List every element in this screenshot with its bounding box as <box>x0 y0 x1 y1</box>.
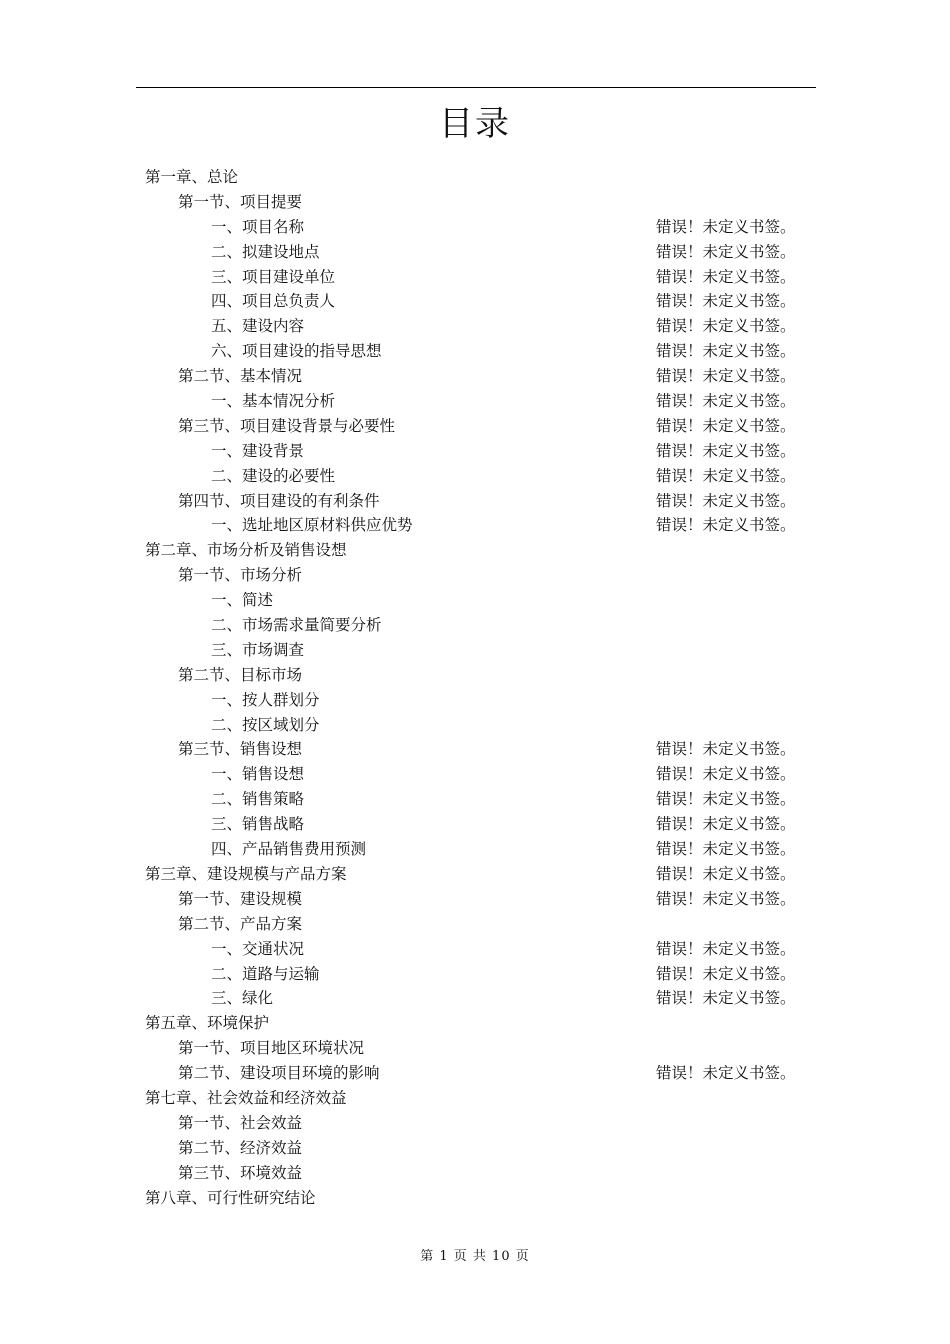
toc-entry-page-ref: 错误！未定义书签。 <box>656 740 796 759</box>
toc-list <box>145 165 807 1210</box>
toc-entry[interactable] <box>145 1086 807 1111</box>
toc-entry-text: 二、拟建设地点 <box>211 242 320 261</box>
toc-entry[interactable] <box>145 663 807 688</box>
toc-entry-text: 四、项目总负责人 <box>211 292 336 311</box>
toc-entry[interactable] <box>145 439 807 464</box>
toc-entry-text: 第一节、项目提要 <box>178 192 303 211</box>
toc-entry[interactable] <box>145 887 807 912</box>
toc-entry-page-ref: 错误！未定义书签。 <box>656 342 796 361</box>
toc-entry-page-ref: 错误！未定义书签。 <box>656 1064 796 1083</box>
toc-entry[interactable] <box>145 240 807 265</box>
toc-entry[interactable] <box>145 1161 807 1186</box>
toc-entry[interactable] <box>145 289 807 314</box>
toc-entry-text: 第二节、产品方案 <box>178 914 303 933</box>
toc-entry[interactable] <box>145 762 807 787</box>
toc-entry-text: 三、绿化 <box>211 989 274 1008</box>
toc-entry-text: 第一节、市场分析 <box>178 566 303 585</box>
header-rule <box>136 87 816 88</box>
toc-entry[interactable] <box>145 613 807 638</box>
toc-entry[interactable] <box>145 962 807 987</box>
toc-entry-text: 一、交通状况 <box>211 939 305 958</box>
toc-entry[interactable] <box>145 837 807 862</box>
toc-entry-text: 第二节、目标市场 <box>178 665 303 684</box>
toc-entry[interactable] <box>145 912 807 937</box>
toc-entry-page-ref: 错误！未定义书签。 <box>656 815 796 834</box>
page-footer: 第 1 页 共 10 页 <box>420 1249 530 1264</box>
toc-entry-text: 三、销售战略 <box>211 815 305 834</box>
toc-entry-page-ref: 错误！未定义书签。 <box>656 964 796 983</box>
toc-entry[interactable] <box>145 588 807 613</box>
toc-entry-page-ref: 错误！未定义书签。 <box>656 367 796 386</box>
toc-entry-text: 第三节、环境效益 <box>178 1163 303 1182</box>
toc-entry-text: 第二节、经济效益 <box>178 1138 303 1157</box>
toc-entry[interactable] <box>145 1136 807 1161</box>
toc-entry[interactable] <box>145 787 807 812</box>
toc-entry-text: 三、项目建设单位 <box>211 267 336 286</box>
toc-entry-page-ref: 错误！未定义书签。 <box>656 217 796 236</box>
toc-entry-page-ref: 错误！未定义书签。 <box>656 840 796 859</box>
toc-entry-page-ref: 错误！未定义书签。 <box>656 864 796 883</box>
toc-entry[interactable] <box>145 364 807 389</box>
toc-entry-text: 二、销售策略 <box>211 790 305 809</box>
toc-entry-text: 一、选址地区原材料供应优势 <box>211 516 413 535</box>
toc-entry-text: 第一章、总论 <box>145 168 239 186</box>
toc-entry-text: 一、简述 <box>211 591 274 610</box>
toc-entry-text: 二、按区域划分 <box>211 715 320 734</box>
toc-entry-text: 第一节、社会效益 <box>178 1113 303 1132</box>
toc-entry-text: 第八章、可行性研究结论 <box>145 1188 316 1207</box>
toc-entry-text: 第七章、社会效益和经济效益 <box>145 1088 347 1107</box>
toc-entry[interactable] <box>145 1186 807 1211</box>
toc-entry[interactable] <box>145 986 807 1011</box>
toc-entry[interactable] <box>145 1111 807 1136</box>
toc-entry[interactable] <box>145 688 807 713</box>
toc-entry[interactable] <box>145 489 807 514</box>
toc-entry-page-ref: 错误！未定义书签。 <box>656 466 796 485</box>
toc-entry[interactable] <box>145 190 807 215</box>
toc-entry-text: 第三节、销售设想 <box>178 740 303 759</box>
toc-entry-text: 第二章、市场分析及销售设想 <box>145 541 347 560</box>
toc-entry-text: 第三节、项目建设背景与必要性 <box>178 416 396 435</box>
toc-entry-text: 六、项目建设的指导思想 <box>211 342 382 361</box>
toc-entry-page-ref: 错误！未定义书签。 <box>656 491 796 510</box>
toc-entry[interactable] <box>145 1061 807 1086</box>
toc-title: 目录 <box>439 104 511 144</box>
toc-entry-text: 第四节、项目建设的有利条件 <box>178 491 380 510</box>
toc-entry-page-ref: 错误！未定义书签。 <box>656 889 796 908</box>
toc-entry-text: 第三章、建设规模与产品方案 <box>145 864 347 883</box>
toc-entry[interactable] <box>145 1011 807 1036</box>
toc-entry-page-ref: 错误！未定义书签。 <box>656 242 796 261</box>
toc-entry[interactable] <box>145 215 807 240</box>
toc-entry-text: 一、按人群划分 <box>211 690 320 709</box>
toc-entry[interactable] <box>145 165 807 190</box>
toc-entry-page-ref: 错误！未定义书签。 <box>656 441 796 460</box>
toc-entry[interactable] <box>145 563 807 588</box>
toc-entry-text: 二、建设的必要性 <box>211 466 336 485</box>
toc-entry-page-ref: 错误！未定义书签。 <box>656 392 796 411</box>
toc-entry-page-ref: 错误！未定义书签。 <box>656 267 796 286</box>
toc-entry-text: 第五章、环境保护 <box>145 1014 270 1033</box>
toc-entry-text: 四、产品销售费用预测 <box>211 840 367 859</box>
toc-entry[interactable] <box>145 513 807 538</box>
toc-entry-text: 一、基本情况分析 <box>211 392 336 411</box>
toc-entry-page-ref: 错误！未定义书签。 <box>656 939 796 958</box>
toc-entry-text: 一、建设背景 <box>211 441 305 460</box>
toc-entry-page-ref: 错误！未定义书签。 <box>656 317 796 336</box>
toc-entry-text: 二、市场需求量简要分析 <box>211 616 382 635</box>
toc-entry[interactable] <box>145 414 807 439</box>
toc-entry-text: 第二节、基本情况 <box>178 367 303 386</box>
toc-entry[interactable] <box>145 314 807 339</box>
toc-entry[interactable] <box>145 638 807 663</box>
toc-entry-page-ref: 错误！未定义书签。 <box>656 765 796 784</box>
toc-entry[interactable] <box>145 538 807 563</box>
toc-entry-page-ref: 错误！未定义书签。 <box>656 989 796 1008</box>
toc-entry-page-ref: 错误！未定义书签。 <box>656 516 796 535</box>
toc-entry[interactable] <box>145 339 807 364</box>
toc-entry[interactable] <box>145 464 807 489</box>
toc-entry[interactable] <box>145 737 807 762</box>
toc-entry-page-ref: 错误！未定义书签。 <box>656 292 796 311</box>
toc-entry[interactable] <box>145 389 807 414</box>
toc-entry-page-ref: 错误！未定义书签。 <box>656 790 796 809</box>
toc-entry-page-ref: 错误！未定义书签。 <box>656 416 796 435</box>
toc-entry[interactable] <box>145 937 807 962</box>
toc-entry[interactable] <box>145 812 807 837</box>
toc-entry[interactable] <box>145 862 807 887</box>
toc-entry-text: 第一节、项目地区环境状况 <box>178 1039 365 1058</box>
toc-entry-text: 第二节、建设项目环境的影响 <box>178 1064 380 1083</box>
toc-entry-text: 第一节、建设规模 <box>178 889 303 908</box>
toc-entry-text: 五、建设内容 <box>211 317 305 336</box>
toc-entry-text: 一、销售设想 <box>211 765 305 784</box>
toc-entry[interactable] <box>145 1036 807 1061</box>
toc-entry[interactable] <box>145 265 807 290</box>
toc-entry-text: 二、道路与运输 <box>211 964 320 983</box>
toc-entry-text: 三、市场调查 <box>211 640 305 659</box>
toc-entry[interactable] <box>145 713 807 738</box>
toc-entry-text: 一、项目名称 <box>211 217 305 236</box>
